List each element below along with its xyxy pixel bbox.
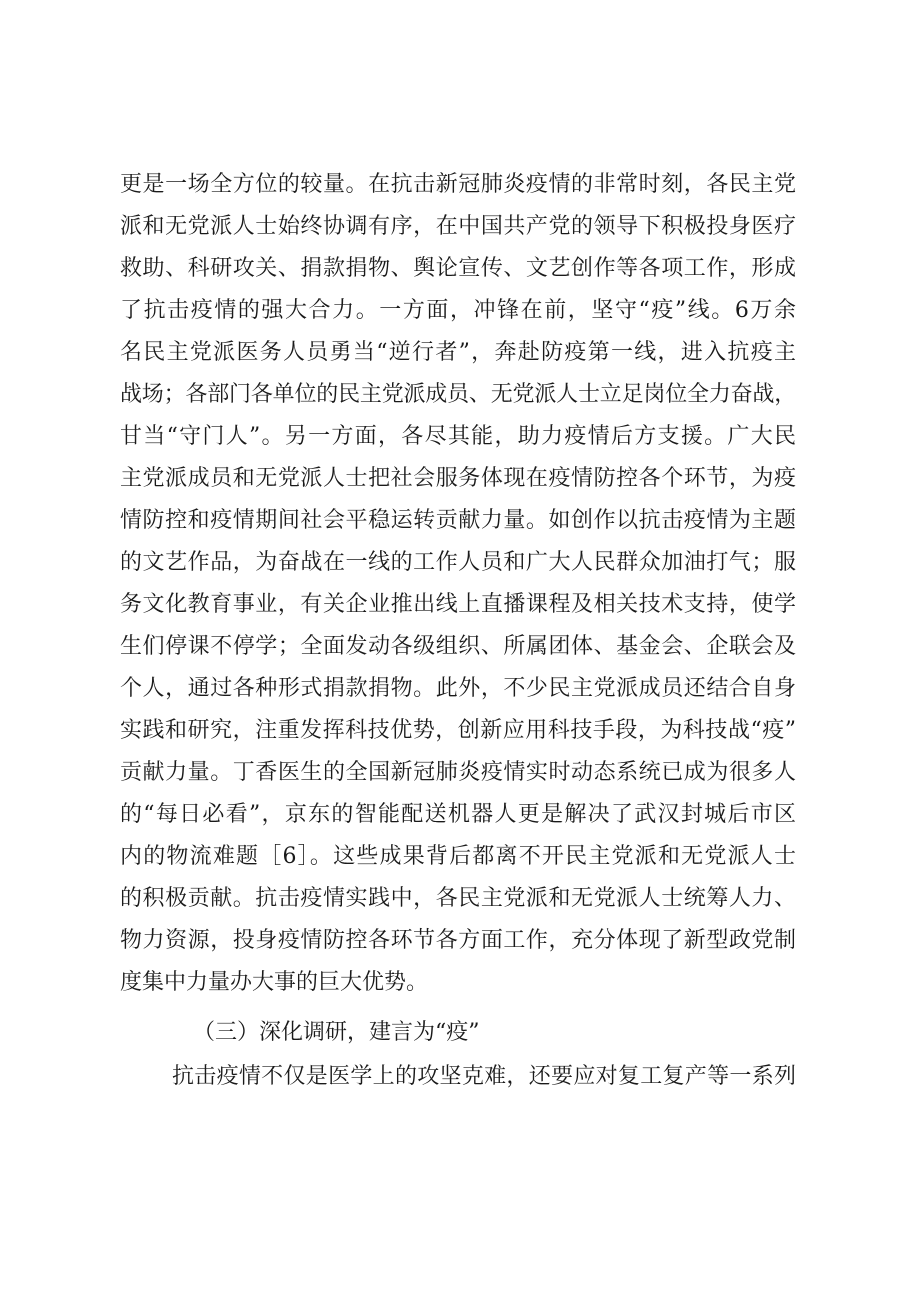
paragraph-line: 救助、科研攻关、捐款捐物、舆论宣传、文艺创作等各项工作，形成: [120, 256, 796, 281]
paragraph-line: 抗击疫情不仅是医学上的攻坚克难，还要应对复工复产等一系列: [172, 1064, 796, 1089]
paragraph-line: 内的物流难题［6］。这些成果背后都离不开民主党派和无党派人士: [120, 844, 796, 869]
paragraph-line: 战场；各部门各单位的民主党派成员、无党派人士立足岗位全力奋战，: [120, 382, 796, 407]
paragraph-line: 了抗击疫情的强大合力。一方面，冲锋在前，坚守“疫”线。6万余: [120, 298, 796, 323]
paragraph-line: 的积极贡献。抗击疫情实践中，各民主党派和无党派人士统筹人力、: [120, 886, 796, 911]
paragraph-line: 务文化教育事业，有关企业推出线上直播课程及相关技术支持，使学: [120, 592, 796, 617]
paragraph-line: 贡献力量。丁香医生的全国新冠肺炎疫情实时动态系统已成为很多人: [120, 760, 796, 785]
paragraph-line: 名民主党派医务人员勇当“逆行者”，奔赴防疫第一线，进入抗疫主: [120, 340, 796, 365]
paragraph-line: 个人，通过各种形式捐款捐物。此外，不少民主党派成员还结合自身: [120, 676, 796, 701]
paragraph-line: 的“每日必看”，京东的智能配送机器人更是解决了武汉封城后市区: [120, 802, 796, 827]
paragraph-line: 度集中力量办大事的巨大优势。: [120, 970, 429, 995]
paragraph-line: 物力资源，投身疫情防控各环节各方面工作，充分体现了新型政党制: [120, 928, 796, 953]
paragraph-line: 主党派成员和无党派人士把社会服务体现在疫情防控各个环节，为疫: [120, 466, 796, 491]
paragraph-line: 甘当“守门人”。另一方面，各尽其能，助力疫情后方支援。广大民: [120, 424, 796, 449]
paragraph-line: 情防控和疫情期间社会平稳运转贡献力量。如创作以抗击疫情为主题: [120, 508, 796, 533]
paragraph-line: 实践和研究，注重发挥科技优势，创新应用科技手段，为科技战“疫”: [120, 718, 796, 743]
paragraph-line: 更是一场全方位的较量。在抗击新冠肺炎疫情的非常时刻，各民主党: [120, 172, 796, 197]
paragraph-line: 的文艺作品，为奋战在一线的工作人员和广大人民群众加油打气；服: [120, 550, 796, 575]
section-heading: （三）深化调研，建言为“疫”: [193, 1020, 480, 1045]
paragraph-line: 生们停课不停学；全面发动各级组织、所属团体、基金会、企联会及: [120, 634, 796, 659]
paragraph-line: 派和无党派人士始终协调有序，在中国共产党的领导下积极投身医疗: [120, 214, 796, 239]
